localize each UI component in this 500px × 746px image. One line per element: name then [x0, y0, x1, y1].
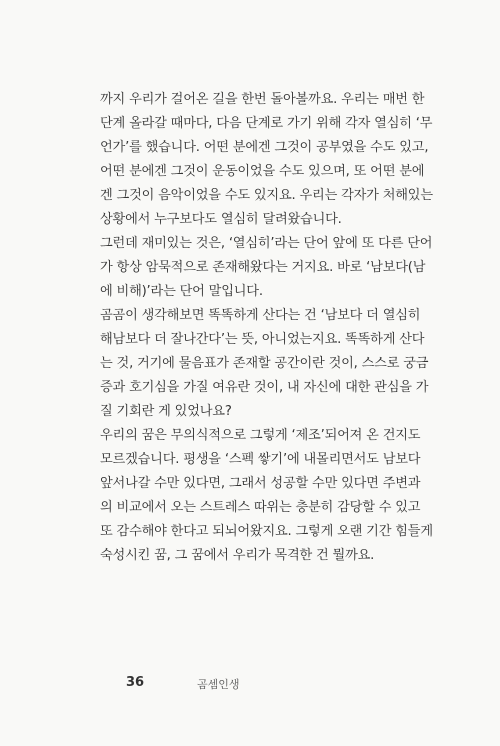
text-line: 숙성시킨 꿈, 그 꿈에서 우리가 목격한 건 뭘까요.: [100, 548, 375, 563]
text-line: 어떤 분에겐 그것이 운동이었을 수도 있으며, 또 어떤 분에: [100, 164, 425, 179]
text-line: 해남보다 더 잘나간다’는 뜻, 아니었는지요. 똑똑하게 산다: [100, 332, 425, 347]
text-line: 까지 우리가 걸어온 길을 한번 돌아볼까요. 우리는 매번 한: [100, 92, 425, 107]
text-line: 가 항상 암묵적으로 존재해왔다는 거지요. 바로 ‘남보다(남: [100, 260, 426, 275]
text-line: 상황에서 누구보다도 열심히 달려왔습니다.: [100, 212, 342, 227]
text-line: 그런데 재미있는 것은, ‘열심히’라는 단어 앞에 또 다른 단어: [100, 236, 433, 251]
text-line: 에 비해)’라는 단어 말입니다.: [100, 284, 263, 299]
text-line: 는 것, 거기에 물음표가 존재할 공간이란 것이, 스스로 궁금: [100, 356, 429, 371]
text-line: 겐 그것이 음악이었을 수도 있지요. 우리는 각자가 처해있는: [100, 188, 433, 203]
page-footer: [0, 675, 500, 695]
text-line: 증과 호기심을 가질 여유란 것이, 내 자신에 대한 관심을 가: [100, 380, 429, 395]
text-line: 단계 올라갈 때마다, 다음 단계로 가기 위해 각자 열심히 ‘무: [100, 116, 433, 131]
running-title: 곰셈인생: [197, 678, 240, 691]
text-line: 질 기회란 게 있었나요?: [100, 404, 232, 419]
text-line: 모르겠습니다. 평생을 ‘스펙 쌓기’에 내몰리면서도 남보다: [100, 452, 421, 467]
page-number: 36: [126, 675, 145, 690]
text-line: 또 감수해야 한다고 되뇌어왔지요. 그렇게 오랜 기간 힘들게: [100, 524, 433, 539]
text-line: 곰곰이 생각해보면 똑똑하게 산다는 건 ‘남보다 더 열심히: [100, 308, 421, 323]
text-line: 언가’를 했습니다. 어떤 분에겐 그것이 공부였을 수도 있고,: [100, 140, 429, 155]
body-text: [100, 88, 440, 568]
text-line: 앞서나갈 수만 있다면, 그래서 성공할 수만 있다면 주변과: [100, 476, 421, 491]
text-line: 우리의 꿈은 무의식적으로 그렇게 ‘제조’되어져 온 건지도: [100, 428, 421, 443]
text-line: 의 비교에서 오는 스트레스 따위는 충분히 감당할 수 있고: [100, 500, 421, 515]
